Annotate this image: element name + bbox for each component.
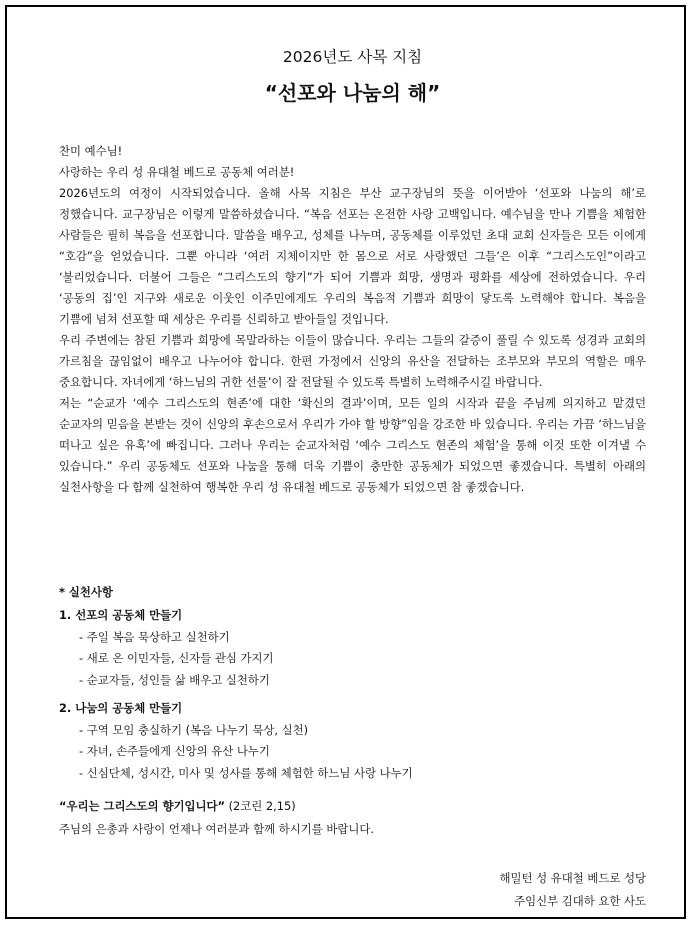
closing-blessing: 주님의 은총과 사랑이 언제나 여러분과 함께 하시기를 바랍니다. (59, 822, 375, 836)
practice-group-title: 1. 선포의 공동체 만들기 (59, 608, 183, 622)
scripture-quote (59, 796, 296, 817)
body-paragraph: 2026년도의 여정이 시작되었습니다. 올해 사목 지침은 부산 교구장님의 뜻을 이어받아 ‘선포와 나눔의 해’로 정했습니다. 교구장님은 이렇게 말씀하셨습니다. “복음 선포는 온전한 사랑 고백입니다. 예수님을 만나 기쁨을 체험한 사람들은 필히 복음을 선포합니다. 말씀을 배우고, 성체를 나누며, 공동체를 이루었던 초대 교회 신자들은 모든 이에게 “호감”을 얻었습니다. 그뿐 아니라 ‘여러 지체이지만 한 몸으로 서로 사랑했던 그들’은 이후 “그리스도인”이라고 ‘불리었습니다. 더불어 그들은 “그리스도의 향기”가 되어 기쁨과 희망, 생명과 평화를 세상에 전하였습니다. 우리 ‘공동의 집’인 지구와 새로운 이웃인 이주민에게도 우리의 복음적 기쁨과 희망이 닿도록 노력해야 합니다. 복음을 기쁨에 넘쳐 선포할 때 세상은 우리를 신뢰하고 받아들일 것입니다. (59, 186, 646, 326)
practice-item: - 새로 온 이민자들, 신자들 관심 가지기 (79, 651, 274, 665)
document-title: “선포와 나눔의 해” (264, 81, 441, 105)
greeting-line: 찬미 예수님! (59, 144, 123, 158)
priest-name: 주임신부 김대하 요한 사도 (514, 894, 646, 908)
practice-group (59, 605, 646, 691)
practice-item: - 구역 모임 충실하기 (복음 나누기 묵상, 실천) (79, 722, 309, 737)
salutation-line: 사랑하는 우리 성 유대철 베드로 공동체 여러분! (59, 165, 295, 179)
practice-item: - 자녀, 손주들에게 신앙의 유산 나누기 (79, 744, 270, 758)
practice-group-title: 2. 나눔의 공동체 만들기 (59, 701, 183, 715)
body-paragraph: 우리 주변에는 참된 기쁨과 희망에 목말라하는 이들이 많습니다. 우리는 그들의 갈증이 풀릴 수 있도록 성경과 교회의 가르침을 끊임없이 배우고 나누어야 합니다. 한편 가정에서 신앙의 유산을 전달하는 조부모와 부모의 역할은 매우 중요합니다. 자녀에게 ‘하느님의 귀한 선물’이 잘 전달될 수 있도록 특별히 노력해주시길 바랍니다. (59, 333, 646, 389)
practice-group (59, 698, 646, 784)
document-page (5, 5, 686, 919)
letter-body (59, 141, 646, 498)
document-subtitle: 2026년도 사목 지침 (282, 48, 423, 66)
practice-item: - 신심단체, 성시간, 미사 및 성사를 통해 체험한 하느님 사랑 나누기 (79, 765, 413, 780)
parish-name: 해밀턴 성 유대철 베드로 성당 (499, 871, 646, 885)
practice-heading: * 실천사항 (59, 585, 113, 599)
body-paragraph: 저는 “순교가 ‘예수 그리스도의 현존’에 대한 ‘확신의 결과’이며, 모든 일의 시작과 끝을 주님께 의지하고 맡겼던 순교자의 믿음을 본받는 것이 신앙의 후손으로서 우리가 가야 할 방향”임을 강조한 바 있습니다. 우리는 가끔 ‘하느님을 떠나고 싶은 유혹’에 빠집니다. 그러나 우리는 순교자처럼 ‘예수 그리스도 현존의 체험’을 통해 이것 또한 이겨낼 수 있습니다.” 우리 공동체도 선포와 나눔을 통해 더욱 기쁨이 충만한 공동체가 되었으면 좋겠습니다. 특별히 아래의 실천사항을 다 함께 실천하여 행복한 우리 성 유대철 베드로 공동체가 되었으면 참 좋겠습니다. (59, 396, 646, 494)
practice-item: - 주일 복음 묵상하고 실천하기 (79, 629, 230, 644)
signature-block (499, 867, 646, 913)
quote-text: “우리는 그리스도의 향기입니다” (59, 799, 225, 813)
practice-item: - 순교자들, 성인들 삶 배우고 실천하기 (79, 672, 270, 687)
quote-reference: (2코린 2,15) (228, 799, 296, 813)
